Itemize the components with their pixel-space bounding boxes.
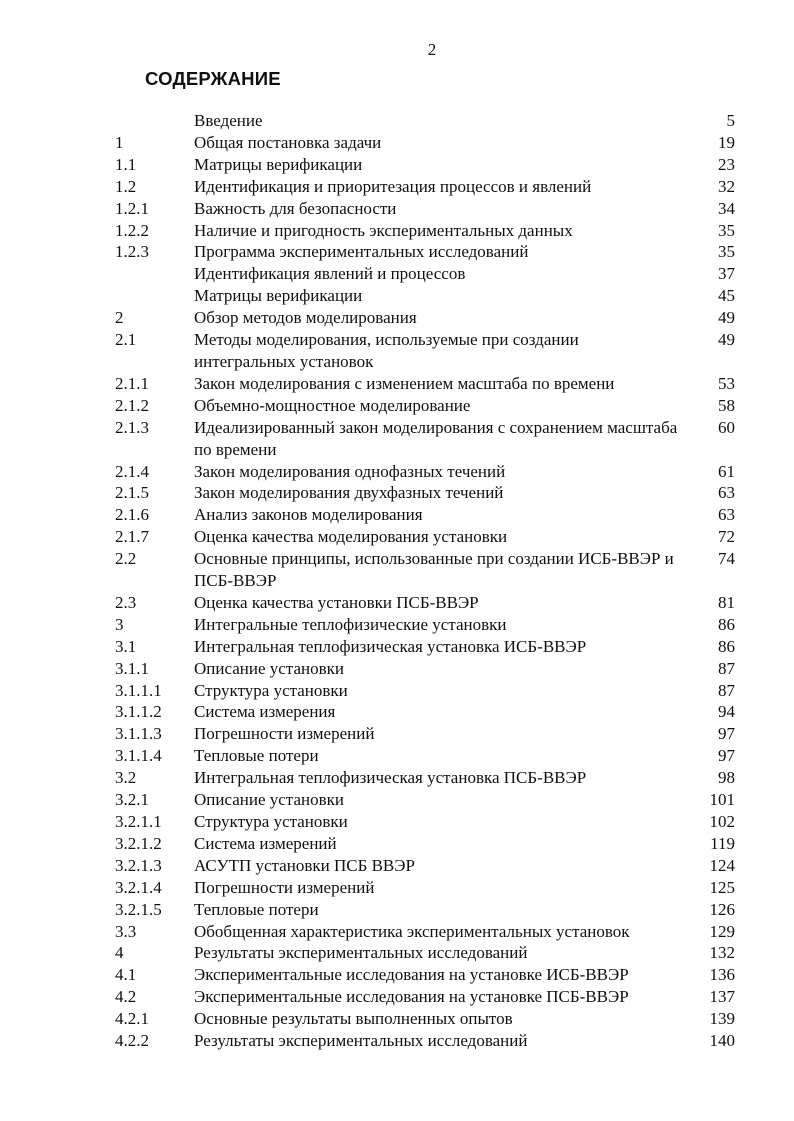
toc-entry-page: 97 bbox=[718, 746, 735, 766]
toc-entry-page: 23 bbox=[718, 154, 735, 174]
toc-entry-page: 63 bbox=[718, 505, 735, 525]
toc-entry bbox=[115, 548, 745, 592]
toc-entry-number: 4 bbox=[115, 943, 124, 963]
toc-entry-title: Тепловые потери bbox=[194, 746, 319, 766]
toc-entry-page: 136 bbox=[709, 965, 735, 985]
toc-entry-number: 3.2 bbox=[115, 768, 137, 788]
toc-entry-number: 3.2.1.4 bbox=[115, 877, 162, 897]
toc-entry-number: 3.1.1.3 bbox=[115, 724, 162, 744]
toc-entry-page: 139 bbox=[709, 1009, 735, 1029]
toc-entry bbox=[115, 964, 745, 986]
toc-entry bbox=[115, 220, 745, 242]
toc-entry-number: 2.2 bbox=[115, 549, 137, 569]
toc-entry bbox=[115, 307, 745, 329]
toc-entry-number: 3.1.1.2 bbox=[115, 702, 162, 722]
toc-entry bbox=[115, 373, 745, 395]
toc-entry bbox=[115, 395, 745, 417]
toc-entry-page: 58 bbox=[718, 395, 735, 415]
toc-entry bbox=[115, 263, 745, 285]
toc-entry bbox=[115, 329, 745, 373]
toc-entry-page: 137 bbox=[709, 987, 735, 1007]
toc-entry-page: 119 bbox=[710, 833, 735, 853]
toc-entry bbox=[115, 789, 745, 811]
toc-entry-page: 61 bbox=[718, 461, 735, 481]
toc-entry-page: 132 bbox=[709, 943, 735, 963]
toc-entry-title: Матрицы верификации bbox=[194, 154, 363, 174]
toc-entry-title: Интегральная теплофизическая установка ПСБ-ВВЭР bbox=[194, 768, 587, 788]
toc-entry bbox=[115, 504, 745, 526]
toc-entry-number: 3.2.1.2 bbox=[115, 833, 162, 853]
toc-entry-number: 4.1 bbox=[115, 965, 137, 985]
toc-entry bbox=[115, 658, 745, 680]
toc-entry-page: 35 bbox=[718, 242, 735, 262]
toc-entry-title: Закон моделирования с изменением масштаба по времени bbox=[194, 373, 615, 393]
toc-entry bbox=[115, 482, 745, 504]
toc-entry-title: Система измерений bbox=[194, 833, 337, 853]
toc-entry-page: 49 bbox=[718, 308, 735, 328]
toc-heading: СОДЕРЖАНИЕ bbox=[145, 68, 281, 89]
toc-entry-title: Структура установки bbox=[194, 812, 348, 831]
toc-entry-page: 60 bbox=[718, 417, 735, 437]
toc-entry-title: Анализ законов моделирования bbox=[194, 505, 423, 525]
toc-entry-title: Идентификация явлений и процессов bbox=[194, 264, 466, 284]
toc-entry-number: 1.2 bbox=[115, 176, 137, 196]
toc-entry-title: Обобщенная характеристика экспериментальных установок bbox=[194, 921, 630, 941]
toc-entry-number: 2.1.3 bbox=[115, 417, 149, 437]
toc-entry-title: Тепловые потери bbox=[194, 899, 319, 919]
toc-entry bbox=[115, 1008, 745, 1030]
toc-entry bbox=[115, 198, 745, 220]
toc-entry-title: Методы моделирования, используемые при создании интегральных установок bbox=[194, 330, 579, 371]
toc-entry bbox=[115, 680, 745, 702]
toc-entry-page: 5 bbox=[726, 111, 735, 130]
toc-entry-number: 3.1.1.1 bbox=[115, 680, 162, 700]
toc-entry-number: 4.2.1 bbox=[115, 1009, 149, 1029]
toc-entry-number: 2.1.4 bbox=[115, 461, 149, 481]
toc-entry-number: 3.3 bbox=[115, 921, 137, 941]
toc-entry bbox=[115, 811, 745, 833]
toc-entry bbox=[115, 461, 745, 483]
toc-entry-title: Система измерения bbox=[194, 702, 336, 722]
toc-entry bbox=[115, 921, 745, 943]
toc-entry-number: 1 bbox=[115, 132, 124, 152]
toc-entry-number: 3 bbox=[115, 614, 124, 634]
toc-entry-page: 124 bbox=[709, 855, 735, 875]
toc-entry bbox=[115, 132, 745, 154]
toc-entry-title: Программа экспериментальных исследований bbox=[194, 242, 529, 262]
toc-entry-title: Интегральные теплофизические установки bbox=[194, 614, 507, 634]
toc-entry-number: 3.1.1.4 bbox=[115, 746, 162, 766]
toc-entry-number: 2.3 bbox=[115, 592, 137, 612]
toc-entry-title: Идентификация и приоритезация процессов и явлений bbox=[194, 176, 592, 196]
toc-entry-title: Матрицы верификации bbox=[194, 286, 363, 306]
toc-entry-number: 3.1.1 bbox=[115, 658, 149, 678]
toc-entry-number: 1.1 bbox=[115, 154, 137, 174]
toc-entry bbox=[115, 636, 745, 658]
toc-entry-page: 126 bbox=[709, 899, 735, 919]
toc-entry-page: 129 bbox=[709, 921, 735, 941]
table-of-contents bbox=[115, 110, 745, 1052]
toc-entry-title: Введение bbox=[194, 111, 263, 130]
toc-entry-title: Важность для безопасности bbox=[194, 198, 397, 218]
toc-entry-number: 1.2.2 bbox=[115, 220, 149, 240]
toc-entry-page: 86 bbox=[718, 636, 735, 656]
toc-entry-title: Оценка качества установки ПСБ-ВВЭР bbox=[194, 592, 479, 612]
toc-entry-page: 125 bbox=[709, 877, 735, 897]
toc-entry bbox=[115, 285, 745, 307]
toc-entry-page: 140 bbox=[709, 1031, 735, 1051]
toc-entry-number: 2.1.7 bbox=[115, 527, 149, 547]
toc-entry-page: 53 bbox=[718, 373, 735, 393]
toc-entry bbox=[115, 1030, 745, 1052]
toc-entry-number: 2.1 bbox=[115, 330, 137, 350]
toc-entry bbox=[115, 745, 745, 767]
toc-entry bbox=[115, 110, 745, 132]
toc-entry bbox=[115, 723, 745, 745]
toc-entry bbox=[115, 877, 745, 899]
toc-entry bbox=[115, 614, 745, 636]
toc-entry-page: 19 bbox=[718, 132, 735, 152]
toc-entry-title: Описание установки bbox=[194, 790, 344, 810]
toc-entry-title: Основные принципы, использованные при создании ИСБ-ВВЭР и ПСБ-ВВЭР bbox=[194, 549, 674, 591]
page-number: 2 bbox=[427, 40, 437, 59]
toc-entry-title: Погрешности измерений bbox=[194, 877, 375, 897]
toc-entry-title: Общая постановка задачи bbox=[194, 132, 382, 152]
toc-entry bbox=[115, 899, 745, 921]
toc-entry bbox=[115, 592, 745, 614]
toc-entry-title: Интегральная теплофизическая установка ИСБ-ВВЭР bbox=[194, 636, 587, 656]
toc-entry bbox=[115, 417, 745, 461]
toc-entry bbox=[115, 154, 745, 176]
toc-entry-title: Закон моделирования двухфазных течений bbox=[194, 483, 504, 503]
toc-entry-number: 2.1.1 bbox=[115, 373, 149, 393]
toc-entry-page: 63 bbox=[718, 483, 735, 503]
toc-entry-title: Экспериментальные исследования на установке ИСБ-ВВЭР bbox=[194, 965, 629, 985]
toc-entry-page: 81 bbox=[718, 592, 735, 612]
toc-entry-page: 34 bbox=[718, 198, 735, 218]
toc-entry-title: Погрешности измерений bbox=[194, 724, 375, 744]
toc-entry-number: 2.1.2 bbox=[115, 395, 149, 415]
toc-entry-number: 1.2.1 bbox=[115, 198, 149, 218]
toc-entry-page: 101 bbox=[709, 790, 735, 810]
toc-entry-number: 1.2.3 bbox=[115, 242, 149, 262]
toc-entry-number: 2.1.6 bbox=[115, 505, 149, 525]
toc-entry-page: 97 bbox=[718, 724, 735, 744]
toc-entry-page: 94 bbox=[718, 702, 735, 722]
toc-entry-title: Закон моделирования однофазных течений bbox=[194, 461, 506, 481]
toc-entry-title: Обзор методов моделирования bbox=[194, 308, 417, 328]
toc-entry-title: Основные результаты выполненных опытов bbox=[194, 1009, 513, 1029]
toc-entry-title: Объемно-мощностное моделирование bbox=[194, 395, 471, 415]
toc-entry-page: 37 bbox=[718, 264, 735, 284]
toc-entry-title: Экспериментальные исследования на установке ПСБ-ВВЭР bbox=[194, 987, 629, 1007]
toc-entry bbox=[115, 855, 745, 877]
toc-entry-page: 49 bbox=[718, 330, 735, 350]
toc-entry-title: Результаты экспериментальных исследований bbox=[194, 1031, 528, 1051]
toc-entry-page: 72 bbox=[718, 527, 735, 547]
toc-entry-number: 2 bbox=[115, 308, 124, 328]
toc-entry bbox=[115, 942, 745, 964]
toc-entry-title: Результаты экспериментальных исследований bbox=[194, 943, 528, 963]
toc-entry-number: 4.2.2 bbox=[115, 1031, 149, 1051]
toc-entry-number: 3.2.1 bbox=[115, 790, 149, 810]
toc-entry-page: 87 bbox=[718, 658, 735, 678]
toc-entry bbox=[115, 701, 745, 723]
toc-entry bbox=[115, 526, 745, 548]
toc-entry bbox=[115, 986, 745, 1008]
toc-entry-page: 98 bbox=[718, 768, 735, 788]
toc-entry-title: Наличие и пригодность экспериментальных данных bbox=[194, 220, 573, 240]
toc-entry bbox=[115, 767, 745, 789]
toc-entry-page: 74 bbox=[718, 549, 735, 569]
toc-entry-page: 45 bbox=[718, 286, 735, 306]
toc-entry-number: 3.1 bbox=[115, 636, 137, 656]
toc-entry-number: 3.2.1.5 bbox=[115, 899, 162, 919]
toc-entry-page: 35 bbox=[718, 220, 735, 240]
toc-entry bbox=[115, 833, 745, 855]
toc-entry bbox=[115, 241, 745, 263]
toc-entry-page: 102 bbox=[709, 812, 735, 831]
toc-entry-number: 2.1.5 bbox=[115, 483, 149, 503]
toc-entry-number: 3.2.1.3 bbox=[115, 855, 162, 875]
toc-entry-title: Идеализированный закон моделирования с сохранением масштаба по времени bbox=[194, 417, 678, 459]
toc-entry-page: 87 bbox=[718, 680, 735, 700]
toc-entry bbox=[115, 176, 745, 198]
toc-entry-number: 3.2.1.1 bbox=[115, 812, 162, 831]
toc-entry-title: Структура установки bbox=[194, 680, 348, 700]
toc-entry-title: Оценка качества моделирования установки bbox=[194, 527, 508, 547]
toc-entry-page: 86 bbox=[718, 614, 735, 634]
toc-entry-title: АСУТП установки ПСБ ВВЭР bbox=[194, 855, 415, 875]
toc-entry-number: 4.2 bbox=[115, 987, 137, 1007]
toc-entry-title: Описание установки bbox=[194, 658, 344, 678]
toc-entry-page: 32 bbox=[718, 176, 735, 196]
